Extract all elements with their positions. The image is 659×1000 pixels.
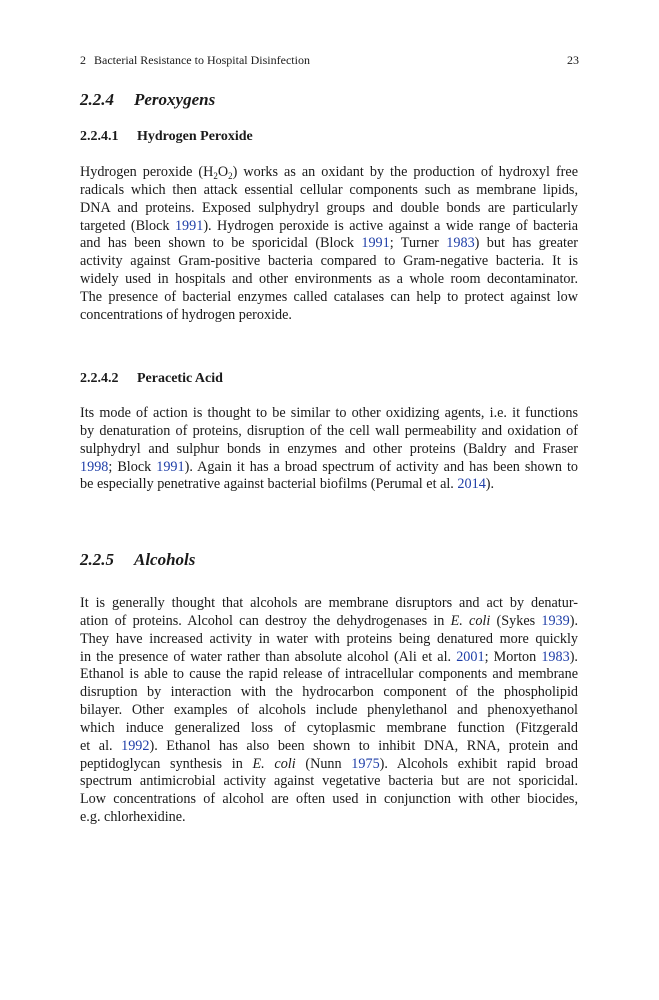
citation-link[interactable]: 1975	[351, 755, 380, 772]
text-line: e.g. chlorhexidine.	[80, 809, 186, 826]
text-run: ; Morton	[484, 648, 542, 665]
citation-link[interactable]: 1983	[541, 648, 570, 665]
subsection-heading-peracetic-acid	[80, 370, 578, 388]
subsection-heading-hydrogen-peroxide	[80, 128, 578, 146]
text-run: (Sykes	[490, 612, 542, 629]
citation-link[interactable]: 1983	[446, 235, 475, 252]
subsection-number: 2.2.4.1	[80, 129, 119, 144]
text-run: Hydrogen peroxide (H	[80, 164, 214, 180]
text-run: peptidoglycan synthesis in	[80, 755, 253, 772]
text-line	[80, 613, 578, 631]
section-title: Peroxygens	[134, 90, 216, 109]
citation-link[interactable]: 1998	[80, 458, 109, 475]
text-run: ). Ethanol has also been shown to inhibit DNA, RNA, protein and	[149, 737, 578, 754]
text-run: (Nunn	[295, 755, 352, 772]
text-line: It is generally thought that alcohols are membrane disruptors and act by denatur-	[80, 595, 578, 611]
text-line: bilayer. Other examples of alcohols include phenylethanol and phenoxyethanol	[80, 702, 578, 719]
text-line	[80, 649, 578, 667]
text-run: ). Hydrogen peroxide is active against a wide range of bacteria	[203, 217, 578, 234]
section-number: 2.2.5	[80, 550, 114, 569]
species-name: E. coli	[450, 612, 491, 629]
section-number: 2.2.4	[80, 90, 114, 109]
text-run: ) but has greater	[474, 235, 578, 252]
citation-link[interactable]: 1992	[121, 737, 150, 754]
section-heading-peroxygens	[80, 90, 578, 110]
text-line: sulphydryl and sulphur bonds in enzymes and other proteins (Baldry and Fraser	[80, 440, 578, 457]
citation-link[interactable]: 1939	[541, 612, 570, 629]
text-line	[80, 756, 578, 774]
text-run: ; Turner	[389, 235, 447, 252]
text-run: ation of proteins. Alcohol can destroy the dehydrogenases in	[80, 612, 451, 629]
subscript: 2	[213, 171, 218, 181]
citation-link[interactable]: 1991	[361, 235, 390, 252]
text-line	[80, 738, 578, 756]
text-line: widely used in hospitals and other environments as a whole room decontaminator.	[80, 271, 578, 288]
text-line: DNA and proteins. Exposed sulphydryl groups and double bonds are particularly	[80, 199, 578, 216]
text-line: Its mode of action is thought to be similar to other oxidizing agents, i.e. it functions	[80, 405, 578, 421]
text-run: ).	[569, 612, 578, 629]
text-line: by denaturation of proteins, disruption of the cell wall permeability and oxidation of	[80, 422, 578, 439]
citation-link[interactable]: 2001	[456, 648, 485, 665]
subsection-title: Peracetic Acid	[137, 371, 223, 386]
text-run: in the presence of water rather than absolute alcohol (Ali et al.	[80, 648, 457, 665]
chapter-title: Bacterial Resistance to Hospital Disinfection	[94, 53, 310, 67]
text-run: ). Again it has a broad spectrum of activity and has been shown to	[184, 458, 578, 475]
text-run: ; Block	[108, 458, 157, 475]
paragraph-peracetic-acid	[80, 405, 578, 494]
text-line: disruption by interaction with the hydrocarbon component of the phospholipid	[80, 684, 578, 701]
text-run: be especially penetrative against bacterial biofilms (Perumal et al.	[80, 476, 458, 493]
text-line	[80, 164, 578, 182]
chapter-number: 2	[80, 53, 86, 67]
text-line: radicals which then attack essential cellular components such as membrane lipids,	[80, 181, 578, 198]
text-line: They have increased activity in water with proteins being denatured more quickly	[80, 630, 578, 647]
text-line: activity against Gram-positive bacteria compared to Gram-negative bacteria. It is	[80, 253, 578, 270]
text-line	[80, 459, 578, 477]
subscript: 2	[228, 171, 233, 181]
subsection-number: 2.2.4.2	[80, 371, 119, 386]
text-run: and has been shown to be sporicidal (Block	[80, 235, 362, 252]
text-run: targeted (Block	[80, 217, 175, 234]
text-run: O	[217, 164, 229, 180]
text-run: et al.	[80, 737, 122, 754]
text-run: ). Alcohols exhibit rapid broad	[379, 755, 578, 772]
text-run: ) works as an oxidant by the production of hydroxyl free	[232, 164, 579, 180]
text-line	[80, 218, 578, 236]
section-heading-alcohols	[80, 550, 578, 570]
text-line: spectrum antimicrobial activity against vegetative bacteria but are not sporicidal.	[80, 773, 578, 790]
page-number: 23	[567, 53, 579, 67]
subsection-title: Hydrogen Peroxide	[137, 129, 253, 144]
text-line	[80, 476, 578, 494]
running-head-chapter	[80, 52, 310, 68]
text-line	[80, 235, 578, 253]
text-line: Low concentrations of alcohol are often used in conjunction with other biocides,	[80, 791, 578, 808]
paragraph-alcohols	[80, 595, 578, 827]
text-run: ).	[485, 476, 495, 493]
citation-link[interactable]: 2014	[457, 476, 486, 493]
section-title: Alcohols	[134, 550, 196, 569]
text-line: Ethanol is able to cause the rapid release of intracellular components and membrane	[80, 666, 578, 683]
citation-link[interactable]: 1991	[174, 217, 204, 234]
text-run: ).	[569, 648, 578, 665]
text-line: The presence of bacterial enzymes called catalases can help to protect against low	[80, 288, 578, 305]
text-line: which induce generalized loss of cytoplasmic membrane function (Fitzgerald	[80, 719, 578, 736]
citation-link[interactable]: 1991	[156, 458, 185, 475]
text-line: concentrations of hydrogen peroxide.	[80, 306, 292, 323]
species-name: E. coli	[252, 755, 296, 772]
paragraph-hydrogen-peroxide	[80, 164, 578, 325]
